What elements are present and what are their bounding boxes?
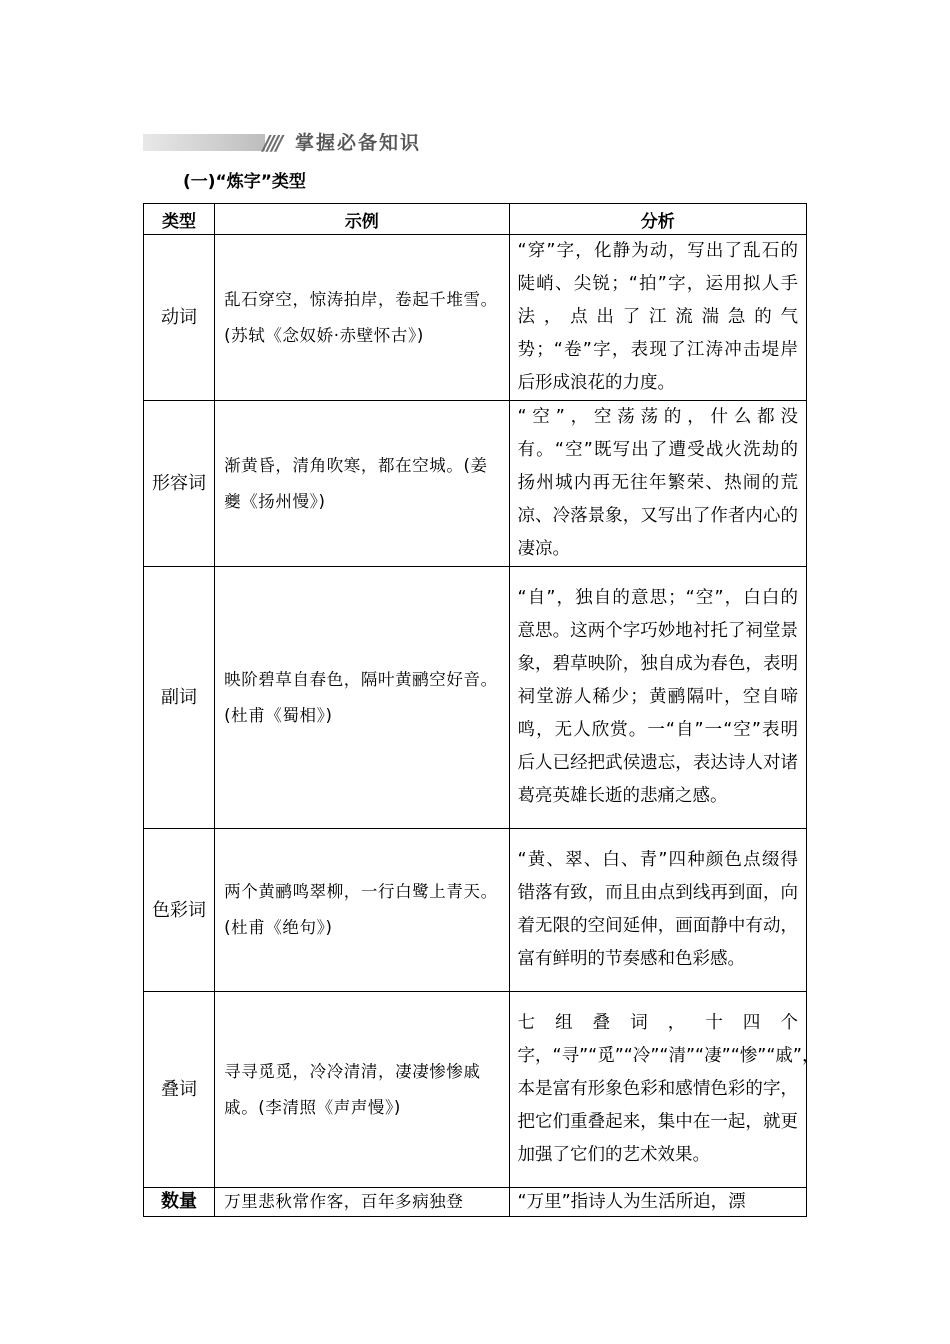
- row-type: 叠词: [144, 992, 215, 1188]
- row-analysis: “穿”字，化静为动，写出了乱石的陡峭、尖锐；“拍”字，运用拟人手法，点出了江流湍急的气势；“卷”字，表现了江涛冲击堤岸后形成浪花的力度。: [509, 235, 806, 401]
- row-example: 两个黄鹂鸣翠柳，一行白鹭上青天。(杜甫《绝句》): [215, 829, 509, 992]
- row-analysis: “空”，空荡荡的，什么都没有。“空”既写出了遭受战火洗劫的扬州城内再无往年繁荣、热闹的荒凉、冷落景象，又写出了作者内心的凄凉。: [509, 401, 806, 567]
- row-example: 万里悲秋常作客，百年多病独登: [215, 1188, 509, 1217]
- row-analysis: 七组叠词，十四个字，“寻”“觅”“冷”“清”“凄”“惨”“戚”，本是富有形象色彩和感情色彩的字，把它们重叠起来，集中在一起，就更加强了它们的艺术效果。: [509, 992, 806, 1188]
- row-type: 动词: [144, 235, 215, 401]
- word-refining-table: [143, 203, 820, 1217]
- row-example: 寻寻觅觅，冷冷清清，凄凄惨惨戚戚。(李清照《声声慢》): [215, 992, 509, 1188]
- table-header-row: [144, 204, 807, 235]
- row-example: 映阶碧草自春色，隔叶黄鹂空好音。(杜甫《蜀相》): [215, 567, 509, 829]
- header-example: 示例: [215, 204, 509, 235]
- row-type: 形容词: [144, 401, 215, 567]
- row-type: 副词: [144, 567, 215, 829]
- section-banner: [143, 128, 443, 158]
- row-type: 数量: [144, 1188, 215, 1217]
- row-analysis: “黄、翠、白、青”四种颜色点缀得错落有致，而且由点到线再到面，向着无限的空间延伸，画面静中有动，富有鲜明的节奏感和色彩感。: [509, 829, 806, 992]
- section-title: 掌握必备知识: [295, 132, 422, 154]
- table-row: [144, 235, 807, 401]
- row-example: 渐黄昏，清角吹寒，都在空城。(姜夔《扬州慢》): [215, 401, 509, 567]
- table-row: [144, 829, 807, 992]
- row-analysis: “万里”指诗人为生活所迫，漂: [509, 1188, 806, 1217]
- header-type: 类型: [144, 204, 215, 235]
- row-type: 色彩词: [144, 829, 215, 992]
- row-analysis: “自”，独自的意思；“空”，白白的意思。这两个字巧妙地衬托了祠堂景象，碧草映阶，独自成为春色，表明祠堂游人稀少；黄鹂隔叶，空自啼鸣，无人欣赏。一“自”一“空”表明后人已经把武侯遗忘，表达诗人对诸葛亮英雄长逝的悲痛之感。: [509, 567, 806, 829]
- table-row: [144, 1188, 807, 1217]
- table-row: [144, 992, 807, 1188]
- header-analysis: 分析: [509, 204, 806, 235]
- banner-gradient-bar: [143, 134, 265, 151]
- table-row: [144, 567, 807, 829]
- banner-slash-icon: ////: [263, 131, 281, 155]
- table-row: [144, 401, 807, 567]
- subheading: (一)“炼字”类型: [183, 172, 306, 192]
- row-example: 乱石穿空，惊涛拍岸，卷起千堆雪。(苏轼《念奴娇·赤壁怀古》): [215, 235, 509, 401]
